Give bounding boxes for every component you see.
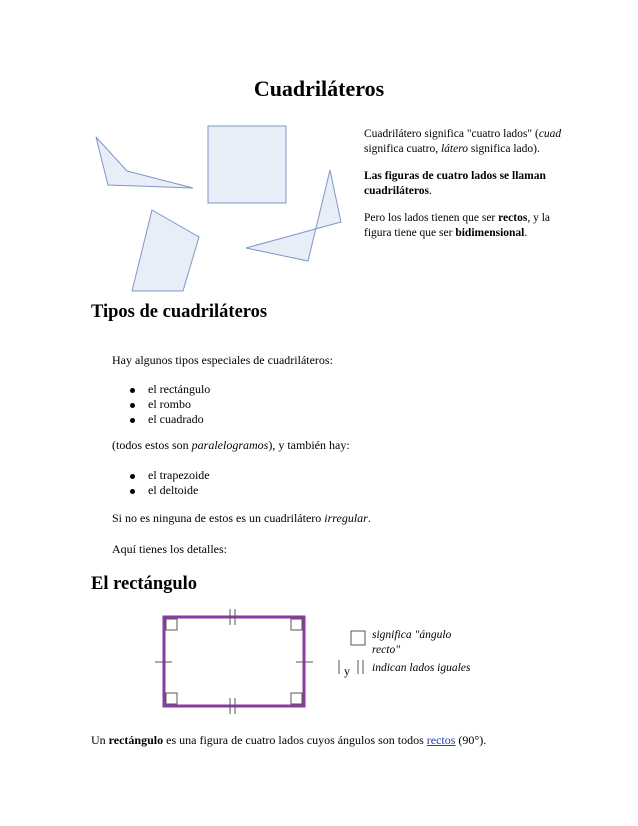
right-angle-legend-text: significa "ángulo recto" bbox=[372, 629, 452, 656]
list-item: el rombo bbox=[128, 397, 210, 412]
equal-sides-legend-text: indican lados iguales bbox=[372, 662, 471, 674]
parallelogram-list bbox=[128, 382, 210, 427]
square-shape bbox=[208, 126, 286, 203]
page-title: Cuadriláteros bbox=[253, 76, 385, 101]
definition-paragraph: Cuadrilátero significa "cuatro lados" (cuad significa cuatro, látero significa lado). bbox=[364, 128, 562, 155]
rectangle-definition: Un rectángulo es una figura de cuatro lados cuyos ángulos son todos rectos (90°). bbox=[91, 733, 487, 747]
bold-statement: Las figuras de cuatro lados se llaman cuadriláteros. bbox=[364, 170, 546, 197]
irregular-note: Si no es ninguna de estos es un cuadrilátero irregular. bbox=[112, 511, 371, 525]
legend-conjunction: y bbox=[344, 664, 350, 678]
right-angle-marker bbox=[291, 693, 302, 704]
definition-sidebar bbox=[364, 127, 564, 253]
types-intro: Hay algunos tipos especiales de cuadriláteros: bbox=[112, 353, 333, 367]
rectangle-outline bbox=[164, 617, 304, 706]
details-line: Aquí tienes los detalles: bbox=[112, 542, 227, 556]
rectangle-diagram bbox=[150, 605, 320, 717]
list-item: el cuadrado bbox=[128, 412, 210, 427]
right-angle-link[interactable]: rectos bbox=[426, 733, 456, 747]
list-item: el trapezoide bbox=[128, 468, 210, 483]
quadrilateral-shapes-illustration bbox=[0, 0, 360, 300]
rectangle-heading: El rectángulo bbox=[91, 574, 198, 594]
right-angle-marker bbox=[166, 619, 177, 630]
parallelogram-note: (todos estos son paralelogramos), y también hay: bbox=[112, 438, 350, 452]
list-item: el rectángulo bbox=[128, 382, 210, 397]
types-heading: Tipos de cuadriláteros bbox=[91, 302, 268, 322]
other-types-list bbox=[128, 468, 210, 498]
right-angle-legend-icon bbox=[350, 630, 366, 646]
list-item: el deltoide bbox=[128, 483, 210, 498]
right-angle-marker bbox=[166, 693, 177, 704]
irregular-quadrilateral bbox=[132, 210, 199, 291]
requirement-paragraph: Pero los lados tienen que ser rectos, y la figura tiene que ser bidimensional. bbox=[364, 212, 550, 239]
concave-quadrilateral bbox=[96, 137, 193, 188]
double-tick-legend-icon bbox=[355, 659, 367, 675]
right-angle-marker bbox=[291, 619, 302, 630]
single-tick-legend-icon bbox=[336, 659, 344, 675]
